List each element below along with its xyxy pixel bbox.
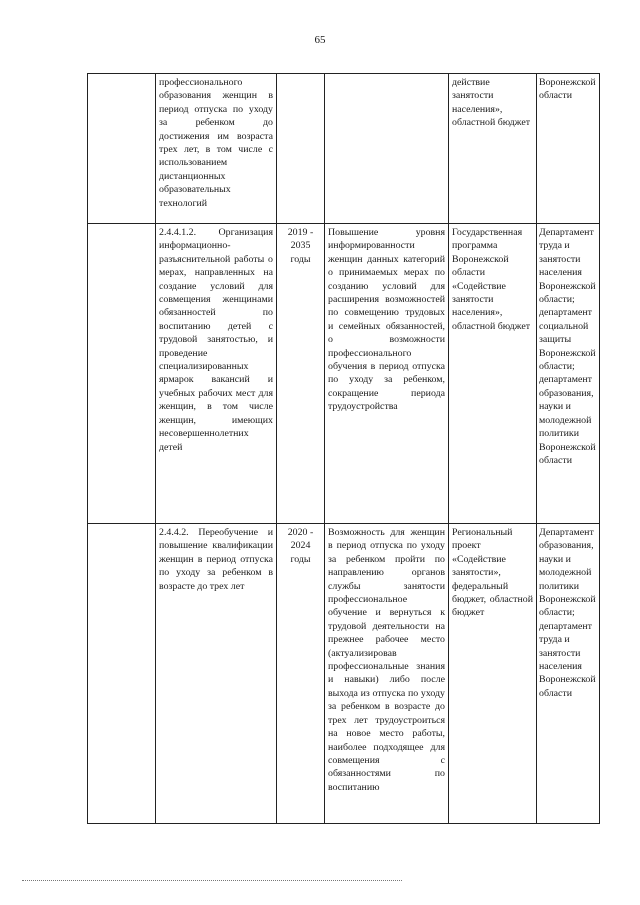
- measure-cell: профессионального образования женщин в период отпуска по уходу за ребенком до достижения им возраста трех лет, в том числе с использованием дистанционных образовательных технологий: [156, 74, 277, 224]
- result-cell: Возможность для женщин в период отпуска по уходу за ребенком пройти по направлению органов службы занятости профессиональное обучение и вернуться к трудовой деятельности на прежнее рабочее место (актуализировав профессиональные знания и навыки) либо после выхода из отпуска по уходу за ребенком в возрасте до трех лет трудоустроиться на новое место работы, наиболее подходящее для совмещения с обязанностями по воспитанию: [325, 524, 449, 824]
- table-row: [88, 74, 600, 224]
- years-cell: 2020 - 2024 годы: [277, 524, 325, 824]
- measure-cell: 2.4.4.2. Переобучение и повышение квалификации женщин в период отпуска по уходу за ребенком в возрасте до трех лет: [156, 524, 277, 824]
- result-cell: [325, 74, 449, 224]
- funding-cell: действие занятости населения», областной бюджет: [449, 74, 537, 224]
- row-number-cell: [88, 74, 156, 224]
- responsible-cell: Воронежской области: [537, 74, 600, 224]
- funding-cell: Региональный проект «Содействие занятости», федеральный бюджет, областной бюджет: [449, 524, 537, 824]
- table-row: [88, 524, 600, 824]
- footer-divider: [22, 880, 402, 881]
- table-row: [88, 224, 600, 524]
- years-cell: [277, 74, 325, 224]
- row-number-cell: [88, 524, 156, 824]
- responsible-cell: Департамент труда и занятости населения Воронежской области; департамент социальной защиты Воронежской области; департамент образования, науки и молодежной политики Воронежской области: [537, 224, 600, 524]
- result-cell: Повышение уровня информированности женщин данных категорий о принимаемых мерах по созданию условий для расширения возможностей по совмещению трудовых и семейных обязанностей, о возможности профессионального обучения в период отпуска по уходу за ребенком, сокращение периода трудоустройства: [325, 224, 449, 524]
- measures-table: [87, 73, 600, 824]
- funding-cell: Государственная программа Воронежской области «Содействие занятости населения», областной бюджет: [449, 224, 537, 524]
- page-number: 65: [314, 34, 326, 46]
- measure-cell: 2.4.4.1.2. Организация информационно-разъяснительной работы о мерах, направленных на создание условий для совмещения женщинами обязанностей по воспитанию детей с трудовой занятостью, и проведение специализированных ярмарок вакансий и учебных рабочих мест для женщин, в том числе женщин, имеющих несовершеннолетних детей: [156, 224, 277, 524]
- responsible-cell: Департамент образования, науки и молодежной политики Воронежской области; департамент труда и занятости населения Воронежской области: [537, 524, 600, 824]
- years-cell: 2019 - 2035 годы: [277, 224, 325, 524]
- row-number-cell: [88, 224, 156, 524]
